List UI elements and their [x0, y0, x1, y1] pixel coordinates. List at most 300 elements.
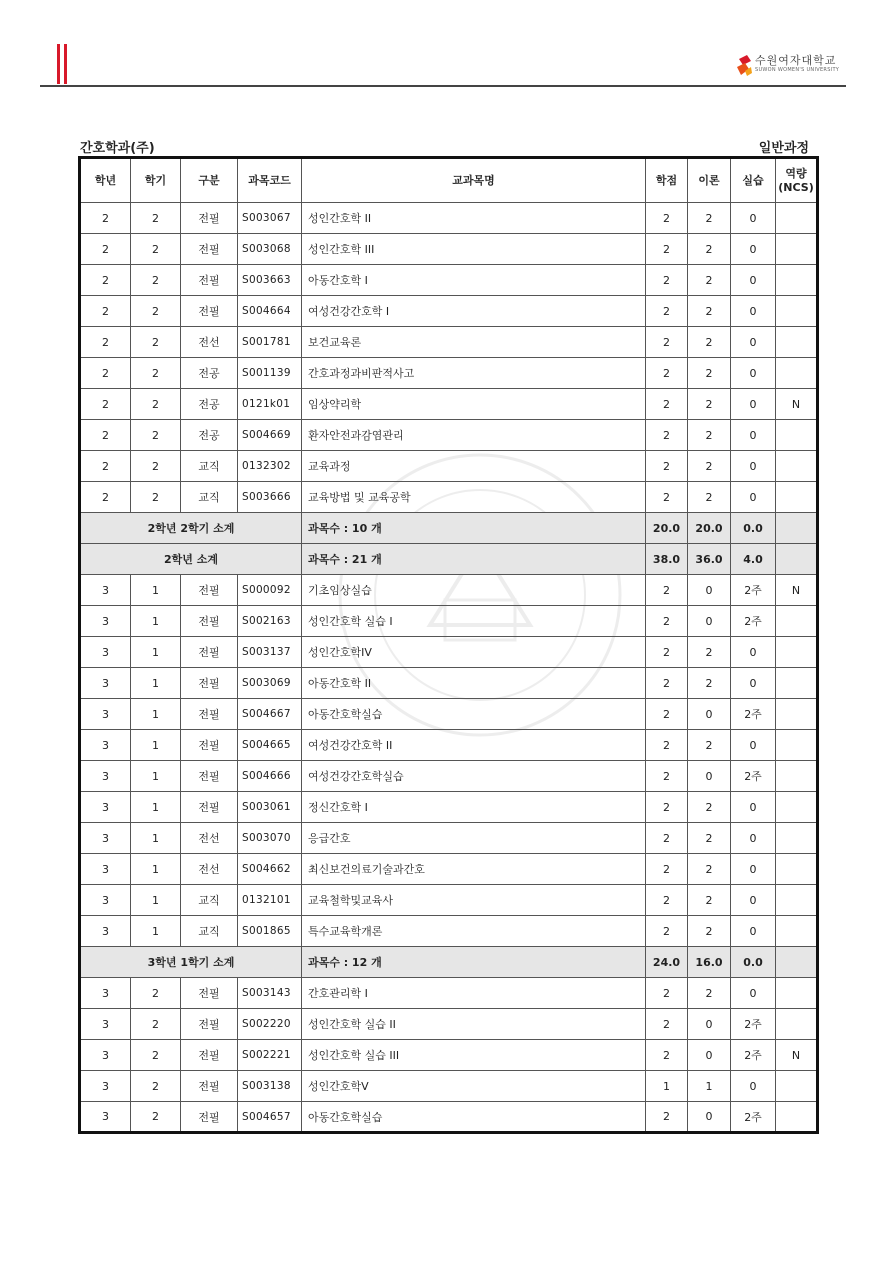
- cell-practice: 2주: [731, 761, 776, 792]
- cell-semester: 2: [131, 203, 181, 234]
- cell-course-name: 응급간호: [302, 823, 646, 854]
- table-row: [80, 389, 818, 420]
- table-row: [80, 1071, 818, 1102]
- cell-semester: 1: [131, 575, 181, 606]
- cell-course-name: 임상약리학: [302, 389, 646, 420]
- cell-competency: [776, 854, 818, 885]
- university-logo: [737, 51, 847, 81]
- header-semester: 학기: [131, 158, 181, 203]
- cell-theory: 2: [688, 792, 731, 823]
- cell-category: 전필: [181, 668, 238, 699]
- cell-theory: 2: [688, 637, 731, 668]
- cell-course-name: 아동간호학실습: [302, 1102, 646, 1133]
- cell-category: 전공: [181, 389, 238, 420]
- cell-course-name: 성인간호학 실습 II: [302, 1009, 646, 1040]
- cell-credits: 2: [646, 823, 688, 854]
- table-row: [80, 1102, 818, 1133]
- cell-credits: 2: [646, 978, 688, 1009]
- cell-theory: 2: [688, 327, 731, 358]
- subtotal-practice: 0.0: [731, 513, 776, 544]
- cell-competency: [776, 637, 818, 668]
- cell-theory: 2: [688, 451, 731, 482]
- cell-competency: [776, 1071, 818, 1102]
- cell-course-name: 성인간호학IV: [302, 637, 646, 668]
- cell-year: 3: [80, 730, 131, 761]
- cell-category: 전선: [181, 823, 238, 854]
- cell-theory: 2: [688, 978, 731, 1009]
- cell-practice: 0: [731, 792, 776, 823]
- cell-course-name: 교육철학및교육사: [302, 885, 646, 916]
- cell-category: 전필: [181, 234, 238, 265]
- cell-competency: N: [776, 575, 818, 606]
- cell-course-name: 여성건강간호학 II: [302, 730, 646, 761]
- cell-practice: 0: [731, 234, 776, 265]
- cell-credits: 2: [646, 389, 688, 420]
- cell-course-name: 최신보건의료기술과간호: [302, 854, 646, 885]
- cell-course-code: S003070: [238, 823, 302, 854]
- cell-year: 3: [80, 885, 131, 916]
- cell-year: 2: [80, 296, 131, 327]
- cell-category: 전필: [181, 575, 238, 606]
- cell-credits: 2: [646, 637, 688, 668]
- subtotal-row: [80, 947, 818, 978]
- cell-semester: 1: [131, 637, 181, 668]
- cell-year: 3: [80, 823, 131, 854]
- cell-year: 3: [80, 575, 131, 606]
- cell-year: 3: [80, 1102, 131, 1133]
- cell-semester: 2: [131, 420, 181, 451]
- cell-practice: 0: [731, 730, 776, 761]
- table-row: [80, 203, 818, 234]
- cell-competency: [776, 265, 818, 296]
- curriculum-table: [78, 156, 819, 1134]
- cell-course-name: 보건교육론: [302, 327, 646, 358]
- subtotal-row: [80, 544, 818, 575]
- cell-semester: 1: [131, 699, 181, 730]
- cell-year: 3: [80, 1040, 131, 1071]
- department-title: 간호학과(주): [80, 141, 155, 156]
- table-row: [80, 699, 818, 730]
- header-competency: 역량 (NCS): [776, 158, 818, 203]
- table-row: [80, 978, 818, 1009]
- cell-semester: 2: [131, 978, 181, 1009]
- cell-semester: 2: [131, 358, 181, 389]
- table-row: [80, 730, 818, 761]
- table-row: [80, 234, 818, 265]
- cell-category: 교직: [181, 451, 238, 482]
- subtotal-competency: [776, 513, 818, 544]
- cell-category: 교직: [181, 482, 238, 513]
- cell-competency: [776, 823, 818, 854]
- cell-practice: 0: [731, 203, 776, 234]
- cell-course-code: S004664: [238, 296, 302, 327]
- cell-credits: 2: [646, 1040, 688, 1071]
- cell-course-name: 성인간호학 III: [302, 234, 646, 265]
- cell-course-code: S003143: [238, 978, 302, 1009]
- cell-category: 전선: [181, 327, 238, 358]
- cell-semester: 2: [131, 1009, 181, 1040]
- logo-korean-text: 수원여자대학교: [755, 54, 837, 67]
- cell-competency: [776, 761, 818, 792]
- cell-course-name: 간호관리학 I: [302, 978, 646, 1009]
- header-theory: 이론: [688, 158, 731, 203]
- cell-category: 전공: [181, 420, 238, 451]
- cell-category: 전선: [181, 854, 238, 885]
- cell-semester: 2: [131, 327, 181, 358]
- cell-semester: 1: [131, 668, 181, 699]
- cell-semester: 2: [131, 451, 181, 482]
- cell-course-name: 아동간호학 II: [302, 668, 646, 699]
- cell-semester: 1: [131, 885, 181, 916]
- cell-competency: [776, 792, 818, 823]
- cell-semester: 2: [131, 1071, 181, 1102]
- subtotal-credits: 20.0: [646, 513, 688, 544]
- cell-semester: 1: [131, 606, 181, 637]
- cell-credits: 1: [646, 1071, 688, 1102]
- cell-credits: 2: [646, 358, 688, 389]
- cell-theory: 2: [688, 234, 731, 265]
- cell-year: 2: [80, 482, 131, 513]
- cell-category: 전필: [181, 203, 238, 234]
- cell-year: 2: [80, 203, 131, 234]
- university-emblem-icon: [737, 53, 753, 77]
- subtotal-practice: 4.0: [731, 544, 776, 575]
- cell-year: 2: [80, 234, 131, 265]
- cell-course-code: S004669: [238, 420, 302, 451]
- cell-practice: 0: [731, 1071, 776, 1102]
- cell-course-code: S004667: [238, 699, 302, 730]
- cell-theory: 2: [688, 916, 731, 947]
- cell-course-name: 정신간호학 I: [302, 792, 646, 823]
- cell-credits: 2: [646, 451, 688, 482]
- cell-category: 전필: [181, 761, 238, 792]
- cell-course-name: 간호과정과비판적사고: [302, 358, 646, 389]
- cell-theory: 2: [688, 358, 731, 389]
- subtotal-theory: 20.0: [688, 513, 731, 544]
- cell-competency: [776, 606, 818, 637]
- subtotal-row: [80, 513, 818, 544]
- cell-practice: 0: [731, 823, 776, 854]
- cell-year: 3: [80, 668, 131, 699]
- cell-category: 전공: [181, 358, 238, 389]
- cell-year: 2: [80, 451, 131, 482]
- cell-course-code: 0132101: [238, 885, 302, 916]
- cell-practice: 0: [731, 420, 776, 451]
- cell-practice: 0: [731, 668, 776, 699]
- cell-theory: 2: [688, 420, 731, 451]
- cell-course-name: 교육방법 및 교육공학: [302, 482, 646, 513]
- cell-practice: 2주: [731, 1009, 776, 1040]
- cell-competency: [776, 296, 818, 327]
- cell-course-code: S004657: [238, 1102, 302, 1133]
- cell-semester: 2: [131, 1040, 181, 1071]
- table-row: [80, 823, 818, 854]
- cell-credits: 2: [646, 482, 688, 513]
- subtotal-course-count: 과목수 : 21 개: [302, 544, 646, 575]
- subtotal-label: 3학년 1학기 소계: [80, 947, 302, 978]
- cell-credits: 2: [646, 854, 688, 885]
- cell-credits: 2: [646, 203, 688, 234]
- cell-credits: 2: [646, 792, 688, 823]
- table-row: [80, 606, 818, 637]
- cell-theory: 0: [688, 575, 731, 606]
- table-row: [80, 420, 818, 451]
- cell-practice: 2주: [731, 606, 776, 637]
- cell-year: 2: [80, 327, 131, 358]
- cell-theory: 2: [688, 389, 731, 420]
- cell-semester: 1: [131, 792, 181, 823]
- subtotal-competency: [776, 544, 818, 575]
- header-credits: 학점: [646, 158, 688, 203]
- cell-year: 2: [80, 265, 131, 296]
- cell-category: 전필: [181, 699, 238, 730]
- cell-category: 교직: [181, 885, 238, 916]
- cell-year: 3: [80, 637, 131, 668]
- cell-theory: 0: [688, 1040, 731, 1071]
- cell-competency: N: [776, 1040, 818, 1071]
- cell-credits: 2: [646, 730, 688, 761]
- cell-theory: 2: [688, 730, 731, 761]
- header-year: 학년: [80, 158, 131, 203]
- cell-theory: 2: [688, 668, 731, 699]
- cell-practice: 0: [731, 265, 776, 296]
- subtotal-course-count: 과목수 : 12 개: [302, 947, 646, 978]
- cell-semester: 2: [131, 296, 181, 327]
- cell-theory: 2: [688, 854, 731, 885]
- cell-semester: 1: [131, 854, 181, 885]
- cell-course-code: S002220: [238, 1009, 302, 1040]
- cell-practice: 0: [731, 978, 776, 1009]
- cell-practice: 0: [731, 885, 776, 916]
- cell-credits: 2: [646, 668, 688, 699]
- cell-theory: 0: [688, 699, 731, 730]
- cell-category: 전필: [181, 792, 238, 823]
- cell-year: 3: [80, 606, 131, 637]
- cell-category: 전필: [181, 606, 238, 637]
- header-course-code: 과목코드: [238, 158, 302, 203]
- cell-competency: [776, 885, 818, 916]
- cell-course-code: S001139: [238, 358, 302, 389]
- cell-theory: 2: [688, 823, 731, 854]
- table-row: [80, 265, 818, 296]
- cell-competency: [776, 327, 818, 358]
- cell-course-code: S004666: [238, 761, 302, 792]
- cell-year: 2: [80, 358, 131, 389]
- cell-course-name: 특수교육학개론: [302, 916, 646, 947]
- cell-year: 2: [80, 420, 131, 451]
- cell-year: 3: [80, 761, 131, 792]
- table-row: [80, 854, 818, 885]
- cell-course-code: S003666: [238, 482, 302, 513]
- cell-year: 3: [80, 699, 131, 730]
- cell-course-code: S003068: [238, 234, 302, 265]
- cell-category: 전필: [181, 637, 238, 668]
- table-row: [80, 916, 818, 947]
- cell-category: 전필: [181, 1102, 238, 1133]
- cell-semester: 2: [131, 1102, 181, 1133]
- table-row: [80, 327, 818, 358]
- cell-course-name: 성인간호학 실습 III: [302, 1040, 646, 1071]
- table-row: [80, 792, 818, 823]
- cell-course-name: 성인간호학 실습 I: [302, 606, 646, 637]
- cell-course-name: 기초임상실습: [302, 575, 646, 606]
- table-row: [80, 885, 818, 916]
- cell-course-code: S002221: [238, 1040, 302, 1071]
- cell-practice: 0: [731, 296, 776, 327]
- cell-theory: 2: [688, 885, 731, 916]
- table-row: [80, 637, 818, 668]
- cell-theory: 0: [688, 1102, 731, 1133]
- cell-credits: 2: [646, 1102, 688, 1133]
- cell-semester: 2: [131, 389, 181, 420]
- cell-course-code: S003137: [238, 637, 302, 668]
- cell-theory: 0: [688, 606, 731, 637]
- cell-credits: 2: [646, 575, 688, 606]
- subtotal-credits: 24.0: [646, 947, 688, 978]
- cell-course-code: 0121k01: [238, 389, 302, 420]
- cell-practice: 2주: [731, 1102, 776, 1133]
- subtotal-label: 2학년 소계: [80, 544, 302, 575]
- table-row: [80, 451, 818, 482]
- cell-year: 3: [80, 1009, 131, 1040]
- cell-theory: 0: [688, 761, 731, 792]
- cell-semester: 1: [131, 730, 181, 761]
- cell-theory: 1: [688, 1071, 731, 1102]
- cell-credits: 2: [646, 234, 688, 265]
- cell-course-code: S003067: [238, 203, 302, 234]
- subtotal-label: 2학년 2학기 소계: [80, 513, 302, 544]
- cell-theory: 2: [688, 296, 731, 327]
- cell-course-name: 성인간호학 II: [302, 203, 646, 234]
- cell-semester: 2: [131, 265, 181, 296]
- cell-course-name: 아동간호학실습: [302, 699, 646, 730]
- cell-course-code: S003061: [238, 792, 302, 823]
- cell-category: 전필: [181, 1009, 238, 1040]
- header-accent-bar: [57, 44, 60, 84]
- cell-competency: [776, 234, 818, 265]
- cell-category: 전필: [181, 265, 238, 296]
- cell-competency: N: [776, 389, 818, 420]
- cell-practice: 0: [731, 327, 776, 358]
- table-row: [80, 1009, 818, 1040]
- cell-theory: 2: [688, 482, 731, 513]
- cell-practice: 2주: [731, 575, 776, 606]
- table-row: [80, 761, 818, 792]
- cell-year: 3: [80, 854, 131, 885]
- cell-course-name: 교육과정: [302, 451, 646, 482]
- cell-credits: 2: [646, 1009, 688, 1040]
- cell-theory: 2: [688, 265, 731, 296]
- cell-credits: 2: [646, 296, 688, 327]
- cell-practice: 0: [731, 358, 776, 389]
- cell-year: 3: [80, 1071, 131, 1102]
- header-course-name: 교과목명: [302, 158, 646, 203]
- cell-competency: [776, 916, 818, 947]
- cell-credits: 2: [646, 885, 688, 916]
- cell-category: 전필: [181, 730, 238, 761]
- cell-credits: 2: [646, 265, 688, 296]
- cell-competency: [776, 451, 818, 482]
- cell-course-name: 여성건강간호학실습: [302, 761, 646, 792]
- cell-competency: [776, 668, 818, 699]
- cell-course-name: 성인간호학V: [302, 1071, 646, 1102]
- cell-course-code: S001865: [238, 916, 302, 947]
- cell-credits: 2: [646, 761, 688, 792]
- header-accent-bar: [64, 44, 67, 84]
- cell-course-code: 0132302: [238, 451, 302, 482]
- cell-credits: 2: [646, 916, 688, 947]
- header-category: 구분: [181, 158, 238, 203]
- cell-practice: 0: [731, 482, 776, 513]
- subtotal-theory: 16.0: [688, 947, 731, 978]
- cell-practice: 2주: [731, 699, 776, 730]
- table-row: [80, 575, 818, 606]
- cell-competency: [776, 730, 818, 761]
- subtotal-credits: 38.0: [646, 544, 688, 575]
- cell-semester: 2: [131, 482, 181, 513]
- cell-competency: [776, 1009, 818, 1040]
- table-header-row: [80, 158, 818, 203]
- cell-course-name: 여성건강간호학 I: [302, 296, 646, 327]
- cell-practice: 0: [731, 637, 776, 668]
- cell-semester: 2: [131, 234, 181, 265]
- cell-course-code: S003069: [238, 668, 302, 699]
- cell-course-code: S004662: [238, 854, 302, 885]
- cell-semester: 1: [131, 916, 181, 947]
- cell-practice: 0: [731, 451, 776, 482]
- cell-credits: 2: [646, 327, 688, 358]
- cell-practice: 0: [731, 389, 776, 420]
- cell-category: 전필: [181, 978, 238, 1009]
- cell-year: 3: [80, 792, 131, 823]
- header-divider: [40, 85, 846, 87]
- cell-competency: [776, 358, 818, 389]
- cell-category: 전필: [181, 296, 238, 327]
- cell-semester: 1: [131, 761, 181, 792]
- subtotal-competency: [776, 947, 818, 978]
- track-title: 일반과정: [758, 141, 809, 156]
- subtotal-course-count: 과목수 : 10 개: [302, 513, 646, 544]
- logo-english-text: SUWON WOMEN'S UNIVERSITY: [755, 67, 840, 73]
- cell-practice: 2주: [731, 1040, 776, 1071]
- cell-competency: [776, 203, 818, 234]
- cell-course-code: S001781: [238, 327, 302, 358]
- cell-competency: [776, 978, 818, 1009]
- table-row: [80, 296, 818, 327]
- cell-competency: [776, 420, 818, 451]
- header-practice: 실습: [731, 158, 776, 203]
- subtotal-theory: 36.0: [688, 544, 731, 575]
- cell-theory: 2: [688, 203, 731, 234]
- subtotal-practice: 0.0: [731, 947, 776, 978]
- cell-theory: 0: [688, 1009, 731, 1040]
- cell-course-code: S002163: [238, 606, 302, 637]
- cell-practice: 0: [731, 916, 776, 947]
- cell-course-code: S003138: [238, 1071, 302, 1102]
- cell-credits: 2: [646, 420, 688, 451]
- cell-semester: 1: [131, 823, 181, 854]
- table-row: [80, 358, 818, 389]
- cell-course-code: S003663: [238, 265, 302, 296]
- cell-category: 전필: [181, 1071, 238, 1102]
- table-row: [80, 1040, 818, 1071]
- cell-year: 3: [80, 978, 131, 1009]
- cell-course-code: S004665: [238, 730, 302, 761]
- cell-category: 전필: [181, 1040, 238, 1071]
- table-row: [80, 668, 818, 699]
- cell-course-name: 아동간호학 I: [302, 265, 646, 296]
- cell-competency: [776, 1102, 818, 1133]
